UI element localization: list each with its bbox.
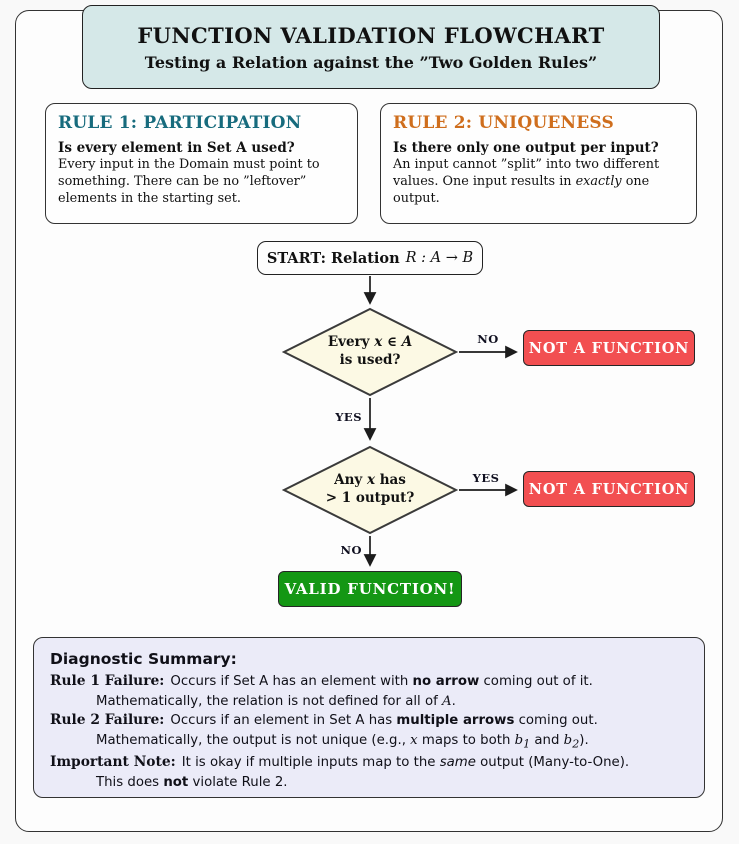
summary-rule2-math-line: [50, 731, 688, 753]
rule2-math-mid: maps to both: [417, 733, 515, 749]
important-note-text: It is okay if multiple inputs map to the: [181, 754, 440, 770]
decision1-set-a: A: [401, 334, 413, 351]
rule1-failure-text: Occurs if Set A has an element with: [170, 674, 413, 690]
decision2-line2: > 1 output?: [325, 490, 415, 506]
valid-function-box: VALID FUNCTION!: [278, 571, 462, 607]
rule2-body-pre: An input cannot ”split” into two different values. One input results in: [393, 157, 660, 189]
start-node: [257, 241, 483, 275]
important-note-emphasis: same: [439, 754, 476, 770]
rule1-math-a: A: [442, 694, 452, 710]
start-label: START: Relation: [266, 249, 400, 267]
decision1-x: x: [374, 334, 383, 351]
summary-important-note-line: [50, 753, 688, 773]
edge-label-no-1: NO: [477, 332, 499, 346]
important-note-text-end: output (Many-to-One).: [475, 754, 630, 770]
summary-rule1-math-line: [50, 692, 688, 711]
decision1-membership: ∈: [382, 334, 402, 351]
decision2-multiple-outputs: [282, 445, 458, 535]
rule2-math-and: and: [530, 733, 564, 749]
edge-label-no-2: NO: [340, 543, 362, 557]
start-relation-math: R : A → B: [405, 250, 474, 266]
rule2-failure-text-end: coming out.: [514, 713, 598, 729]
rule2-math-end: ).: [579, 733, 589, 749]
rule2-body-emphasis: exactly: [575, 173, 622, 189]
rule2-math-b2-sub: 2: [572, 737, 580, 751]
rule2-math-b1: [514, 733, 531, 751]
rule2-question: Is there only one output per input?: [393, 140, 659, 156]
decision2-line1-post: has: [375, 472, 406, 489]
rule1-failure-label: Rule 1 Failure:: [50, 673, 165, 690]
rule2-math-b2: [563, 733, 580, 751]
rule2-math-b1-sub: 1: [523, 737, 531, 751]
summary-rule1-failure-line: [50, 672, 688, 692]
page-subtitle: Testing a Relation against the ”Two Golden Rules”: [144, 52, 598, 72]
important-note-label: Important Note:: [50, 753, 176, 770]
rule2-body: [393, 157, 684, 208]
rule1-failure-text-end: coming out of it.: [479, 674, 593, 690]
decision1-text: [282, 307, 458, 397]
note-line2-text: This does: [96, 774, 164, 790]
edge-label-yes-2: YES: [472, 471, 500, 485]
edge-label-yes-1: YES: [335, 410, 362, 424]
rule1-failure-bold: no arrow: [412, 674, 480, 690]
not-a-function-box-2: NOT A FUNCTION: [523, 471, 695, 507]
rule1-question: Is every element in Set A used?: [58, 140, 295, 156]
decision1-line1-pre: Every: [327, 334, 375, 351]
rule1-body: Every input in the Domain must point to something. There can be no ”leftover” elements in the starting set.: [58, 157, 320, 206]
summary-rule2-failure-line: [50, 711, 688, 731]
diagnostic-summary-box: [33, 637, 705, 798]
rule1-heading: RULE 1: PARTICIPATION: [58, 113, 302, 133]
rule2-math-b2-letter: b: [563, 733, 573, 749]
not-a-function-box-1: NOT A FUNCTION: [523, 330, 695, 366]
decision2-text: [282, 445, 458, 535]
decision2-x: x: [366, 472, 376, 489]
note-line2-end: violate Rule 2.: [188, 774, 288, 790]
decision2-line1-pre: Any: [334, 472, 367, 489]
rule2-failure-text: Occurs if an element in Set A has: [170, 713, 397, 729]
page-title: FUNCTION VALIDATION FLOWCHART: [137, 22, 605, 48]
rule1-math-text: Mathematically, the relation is not defined for all of: [96, 694, 443, 710]
note-line2-bold: not: [163, 774, 189, 790]
summary-heading: Diagnostic Summary:: [50, 650, 237, 668]
rule2-math-b1-letter: b: [514, 733, 524, 749]
rule2-math-text: Mathematically, the output is not unique (e.g.,: [96, 733, 411, 749]
summary-note-second-line: [50, 773, 688, 792]
rule2-failure-label: Rule 2 Failure:: [50, 712, 165, 729]
decision1-line2: is used?: [339, 352, 401, 368]
rule1-math-end: .: [451, 694, 456, 710]
rule2-heading: RULE 2: UNIQUENESS: [393, 113, 614, 133]
rule2-math-x: x: [410, 733, 418, 749]
decision1-every-x-used: [282, 307, 458, 397]
rule2-failure-bold: multiple arrows: [396, 713, 515, 729]
rule1-participation-box: [45, 103, 358, 224]
rule2-body-post: one output.: [393, 173, 650, 206]
title-box: [82, 5, 660, 89]
rule2-uniqueness-box: [380, 103, 697, 224]
